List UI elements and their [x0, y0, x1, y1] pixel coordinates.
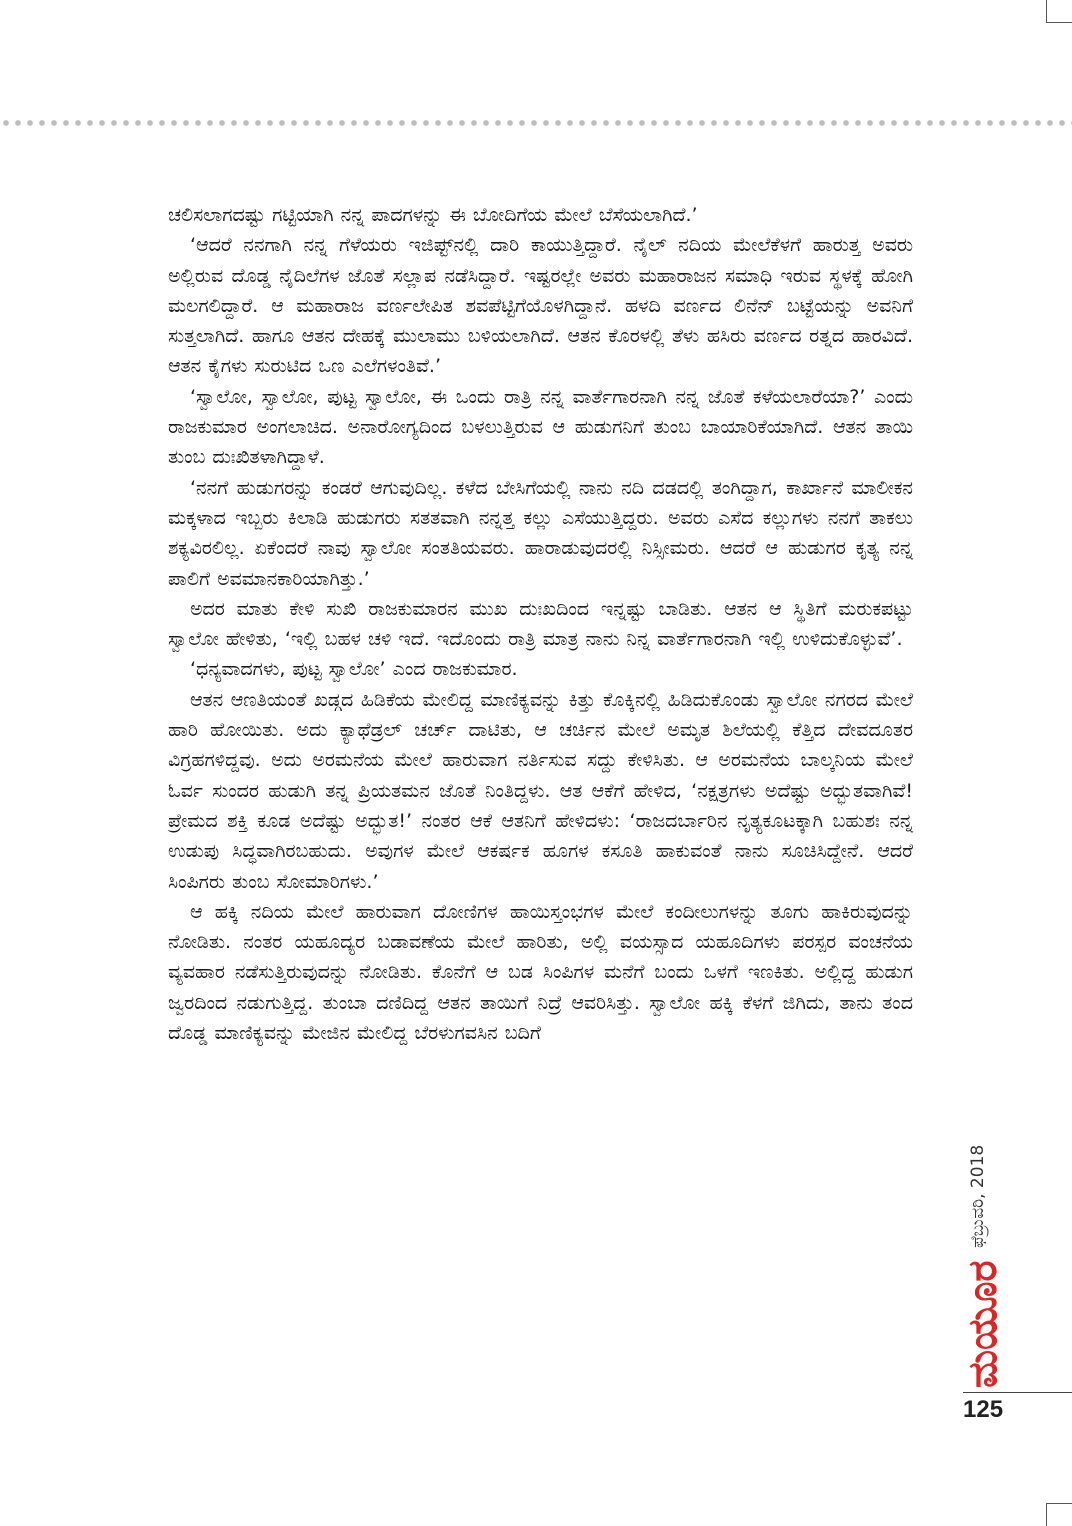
page-number: 125 [963, 1396, 1004, 1423]
page-number-rule [963, 1392, 1072, 1393]
dotted-divider [0, 117, 1072, 129]
magazine-logo: ಮಯೂರ [960, 1260, 1006, 1388]
paragraph: ಅದರ ಮಾತು ಕೇಳಿ ಸುಖಿ ರಾಜಕುಮಾರನ ಮುಖ ದುಃಖದಿಂದ ಇನ್ನಷ್ಟು ಬಾಡಿತು. ಆತನ ಆ ಸ್ಥಿತಿಗೆ ಮರುಕಪಟ್ಟು ಸ್ವಾಲೋ ಹೇಳಿತು, ‘ಇಲ್ಲಿ ಬಹಳ ಚಳಿ ಇದೆ. ಇದೊಂದು ರಾತ್ರಿ ಮಾತ್ರ ನಾನು ನಿನ್ನ ವಾರ್ತೆಗಾರನಾಗಿ ಇಲ್ಲಿ ಉಳಿದುಕೊಳ್ಳುವೆ’. [168, 597, 913, 651]
paragraph: ಚಲಿಸಲಾಗದಷ್ಟು ಗಟ್ಟಿಯಾಗಿ ನನ್ನ ಪಾದಗಳನ್ನು ಈ ಬೋದಿಗೆಯ ಮೇಲೆ ಬೆಸೆಯಲಾಗಿದೆ.’ [168, 204, 698, 226]
paragraph: ‘ಸ್ವಾಲೋ, ಸ್ವಾಲೋ, ಪುಟ್ಟ ಸ್ವಾಲೋ, ಈ ಒಂದು ರಾತ್ರಿ ನನ್ನ ವಾರ್ತೆಗಾರನಾಗಿ ನನ್ನ ಜೊತೆ ಕಳೆಯಲಾರೆಯಾ?’ ಎಂದು ರಾಜಕುಮಾರ ಅಂಗಲಾಚಿದ. ಅನಾರೋಗ್ಯದಿಂದ ಬಳಲುತ್ತಿರುವ ಆ ಹುಡುಗನಿಗೆ ತುಂಬ ಬಾಯಾರಿಕೆಯಾಗಿದೆ. ಆತನ ತಾಯಿ ತುಂಬ ದುಃಖಿತಳಾಗಿದ್ದಾಳೆ. [168, 385, 913, 469]
crop-mark-bottom [1046, 1503, 1072, 1526]
crop-mark-top [1046, 0, 1072, 23]
paragraph: ‘ನನಗೆ ಹುಡುಗರನ್ನು ಕಂಡರೆ ಆಗುವುದಿಲ್ಲ. ಕಳೆದ ಬೇಸಿಗೆಯಲ್ಲಿ ನಾನು ನದಿ ದಡದಲ್ಲಿ ತಂಗಿದ್ದಾಗ, ಕಾರ್ಖಾನೆ ಮಾಲೀಕನ ಮಕ್ಕಳಾದ ಇಬ್ಬರು ಕಿಲಾಡಿ ಹುಡುಗರು ಸತತವಾಗಿ ನನ್ನತ್ತ ಕಲ್ಲು ಎಸೆಯುತ್ತಿದ್ದರು. ಅವರು ಎಸೆದ ಕಲ್ಲುಗಳು ನನಗೆ ತಾಕಲು ಶಕ್ಯವಿರಲಿಲ್ಲ. ಏಕೆಂದರೆ ನಾವು ಸ್ವಾಲೋ ಸಂತತಿಯವರು. ಹಾರಾಡುವುದರಲ್ಲಿ ನಿಸ್ಸೀಮರು. ಆದರೆ ಆ ಹುಡುಗರ ಕೃತ್ಯ ನನ್ನ ಪಾಲಿಗೆ ಅವಮಾನಕಾರಿಯಾಗಿತ್ತು.’ [168, 476, 913, 590]
paragraph: ‘ಧನ್ಯವಾದಗಳು, ಪುಟ್ಟ ಸ್ವಾಲೋ’ ಎಂದ ರಾಜಕುಮಾರ. [190, 658, 518, 681]
paragraph: ‘ಆದರೆ ನನಗಾಗಿ ನನ್ನ ಗೆಳೆಯರು ಇಜಿಪ್ಟ್‌ನಲ್ಲಿ ದಾರಿ ಕಾಯುತ್ತಿದ್ದಾರೆ. ನೈಲ್ ನದಿಯ ಮೇಲೆಕೆಳಗೆ ಹಾರುತ್ತ ಅವರು ಅಲ್ಲಿರುವ ದೊಡ್ಡ ನೈದಿಲೆಗಳ ಜೊತೆ ಸಲ್ಲಾಪ ನಡೆಸಿದ್ದಾರೆ. ಇಷ್ಟರಲ್ಲೇ ಅವರು ಮಹಾರಾಜನ ಸಮಾಧಿ ಇರುವ ಸ್ಥಳಕ್ಕೆ ಹೋಗಿ ಮಲಗಲಿದ್ದಾರೆ. ಆ ಮಹಾರಾಜ ವರ್ಣಲೇಪಿತ ಶವಪೆಟ್ಟಿಗೆಯೊಳಗಿದ್ದಾನೆ. ಹಳದಿ ವರ್ಣದ ಲಿನೆನ್ ಬಟ್ಟೆಯನ್ನು ಅವನಿಗೆ ಸುತ್ತಲಾಗಿದೆ. ಹಾಗೂ ಆತನ ದೇಹಕ್ಕೆ ಮುಲಾಮು ಬಳಿಯಲಾಗಿದೆ. ಆತನ ಕೊರಳಲ್ಲಿ ತೆಳು ಹಸಿರು ವರ್ಣದ ರತ್ನದ ಹಾರವಿದೆ. ಆತನ ಕೈಗಳು ಸುರುಟಿದ ಒಣ ಎಲೆಗಳಂತಿವೆ.’ [168, 234, 913, 378]
article-body [168, 200, 913, 1048]
issue-date: ಫೆಬ್ರುವರಿ, 2018 [968, 1144, 988, 1248]
paragraph: ಆತನ ಆಣತಿಯಂತೆ ಖಡ್ಗದ ಹಿಡಿಕೆಯ ಮೇಲಿದ್ದ ಮಾಣಿಕ್ಯವನ್ನು ಕಿತ್ತು ಕೊಕ್ಕಿನಲ್ಲಿ ಹಿಡಿದುಕೊಂಡು ಸ್ವಾಲೋ ನಗರದ ಮೇಲೆ ಹಾರಿ ಹೋಯಿತು. ಅದು ಕ್ಯಾಥೆಡ್ರಲ್ ಚರ್ಚ್ ದಾಟಿತು, ಆ ಚರ್ಚಿನ ಮೇಲೆ ಅಮೃತ ಶಿಲೆಯಲ್ಲಿ ಕೆತ್ತಿದ ದೇವದೂತರ ವಿಗ್ರಹಗಳಿದ್ದವು. ಅದು ಅರಮನೆಯ ಮೇಲೆ ಹಾರುವಾಗ ನರ್ತಿಸುವ ಸದ್ದು ಕೇಳಿಸಿತು. ಆ ಅರಮನೆಯ ಬಾಲ್ಕನಿಯ ಮೇಲೆ ಓರ್ವ ಸುಂದರ ಹುಡುಗಿ ತನ್ನ ಪ್ರಿಯತಮನ ಜೊತೆ ನಿಂತಿದ್ದಳು. ಆತ ಆಕೆಗೆ ಹೇಳಿದ, ‘ನಕ್ಷತ್ರಗಳು ಅದೆಷ್ಟು ಅದ್ಭುತವಾಗಿವೆ! ಪ್ರೇಮದ ಶಕ್ತಿ ಕೂಡ ಅದೆಷ್ಟು ಅದ್ಭುತ!’ ನಂತರ ಆಕೆ ಆತನಿಗೆ ಹೇಳಿದಳು: ‘ರಾಜದರ್ಬಾರಿನ ನೃತ್ಯಕೂಟಕ್ಕಾಗಿ ಬಹುಶಃ ನನ್ನ ಉಡುಪು ಸಿದ್ಧವಾಗಿರಬಹುದು. ಅವುಗಳ ಮೇಲೆ ಆಕರ್ಷಕ ಹೂಗಳ ಕಸೂತಿ ಹಾಕುವಂತೆ ನಾನು ಸೂಚಿಸಿದ್ದೇನೆ. ಆದರೆ ಸಿಂಪಿಗರು ತುಂಬ ಸೋಮಾರಿಗಳು.’ [168, 688, 913, 893]
paragraph: ಆ ಹಕ್ಕಿ ನದಿಯ ಮೇಲೆ ಹಾರುವಾಗ ದೋಣಿಗಳ ಹಾಯಿಸ್ತಂಭಗಳ ಮೇಲೆ ಕಂದೀಲುಗಳನ್ನು ತೂಗು ಹಾಕಿರುವುದನ್ನು ನೋಡಿತು. ನಂತರ ಯಹೂದ್ಯರ ಬಡಾವಣೆಯ ಮೇಲೆ ಹಾರಿತು, ಅಲ್ಲಿ ವಯಸ್ಸಾದ ಯಹೂದಿಗಳು ಪರಸ್ಪರ ವಂಚನೆಯ ವ್ಯವಹಾರ ನಡೆಸುತ್ತಿರುವುದನ್ನು ನೋಡಿತು. ಕೊನೆಗೆ ಆ ಬಡ ಸಿಂಪಿಗಳ ಮನೆಗೆ ಬಂದು ಒಳಗೆ ಇಣಕಿತು. ಅಲ್ಲಿದ್ದ ಹುಡುಗ ಜ್ವರದಿಂದ ನಡುಗುತ್ತಿದ್ದ. ತುಂಬಾ ದಣಿದಿದ್ದ ಆತನ ತಾಯಿಗೆ ನಿದ್ರೆ ಆವರಿಸಿತ್ತು. ಸ್ವಾಲೋ ಹಕ್ಕಿ ಕೆಳಗೆ ಜಿಗಿದು, ತಾನು ತಂದ ದೊಡ್ಡ ಮಾಣಿಕ್ಯವನ್ನು ಮೇಜಿನ ಮೇಲಿದ್ದ ಬೆರಳುಗವಸಿನ ಬದಿಗೆ [168, 900, 913, 1045]
